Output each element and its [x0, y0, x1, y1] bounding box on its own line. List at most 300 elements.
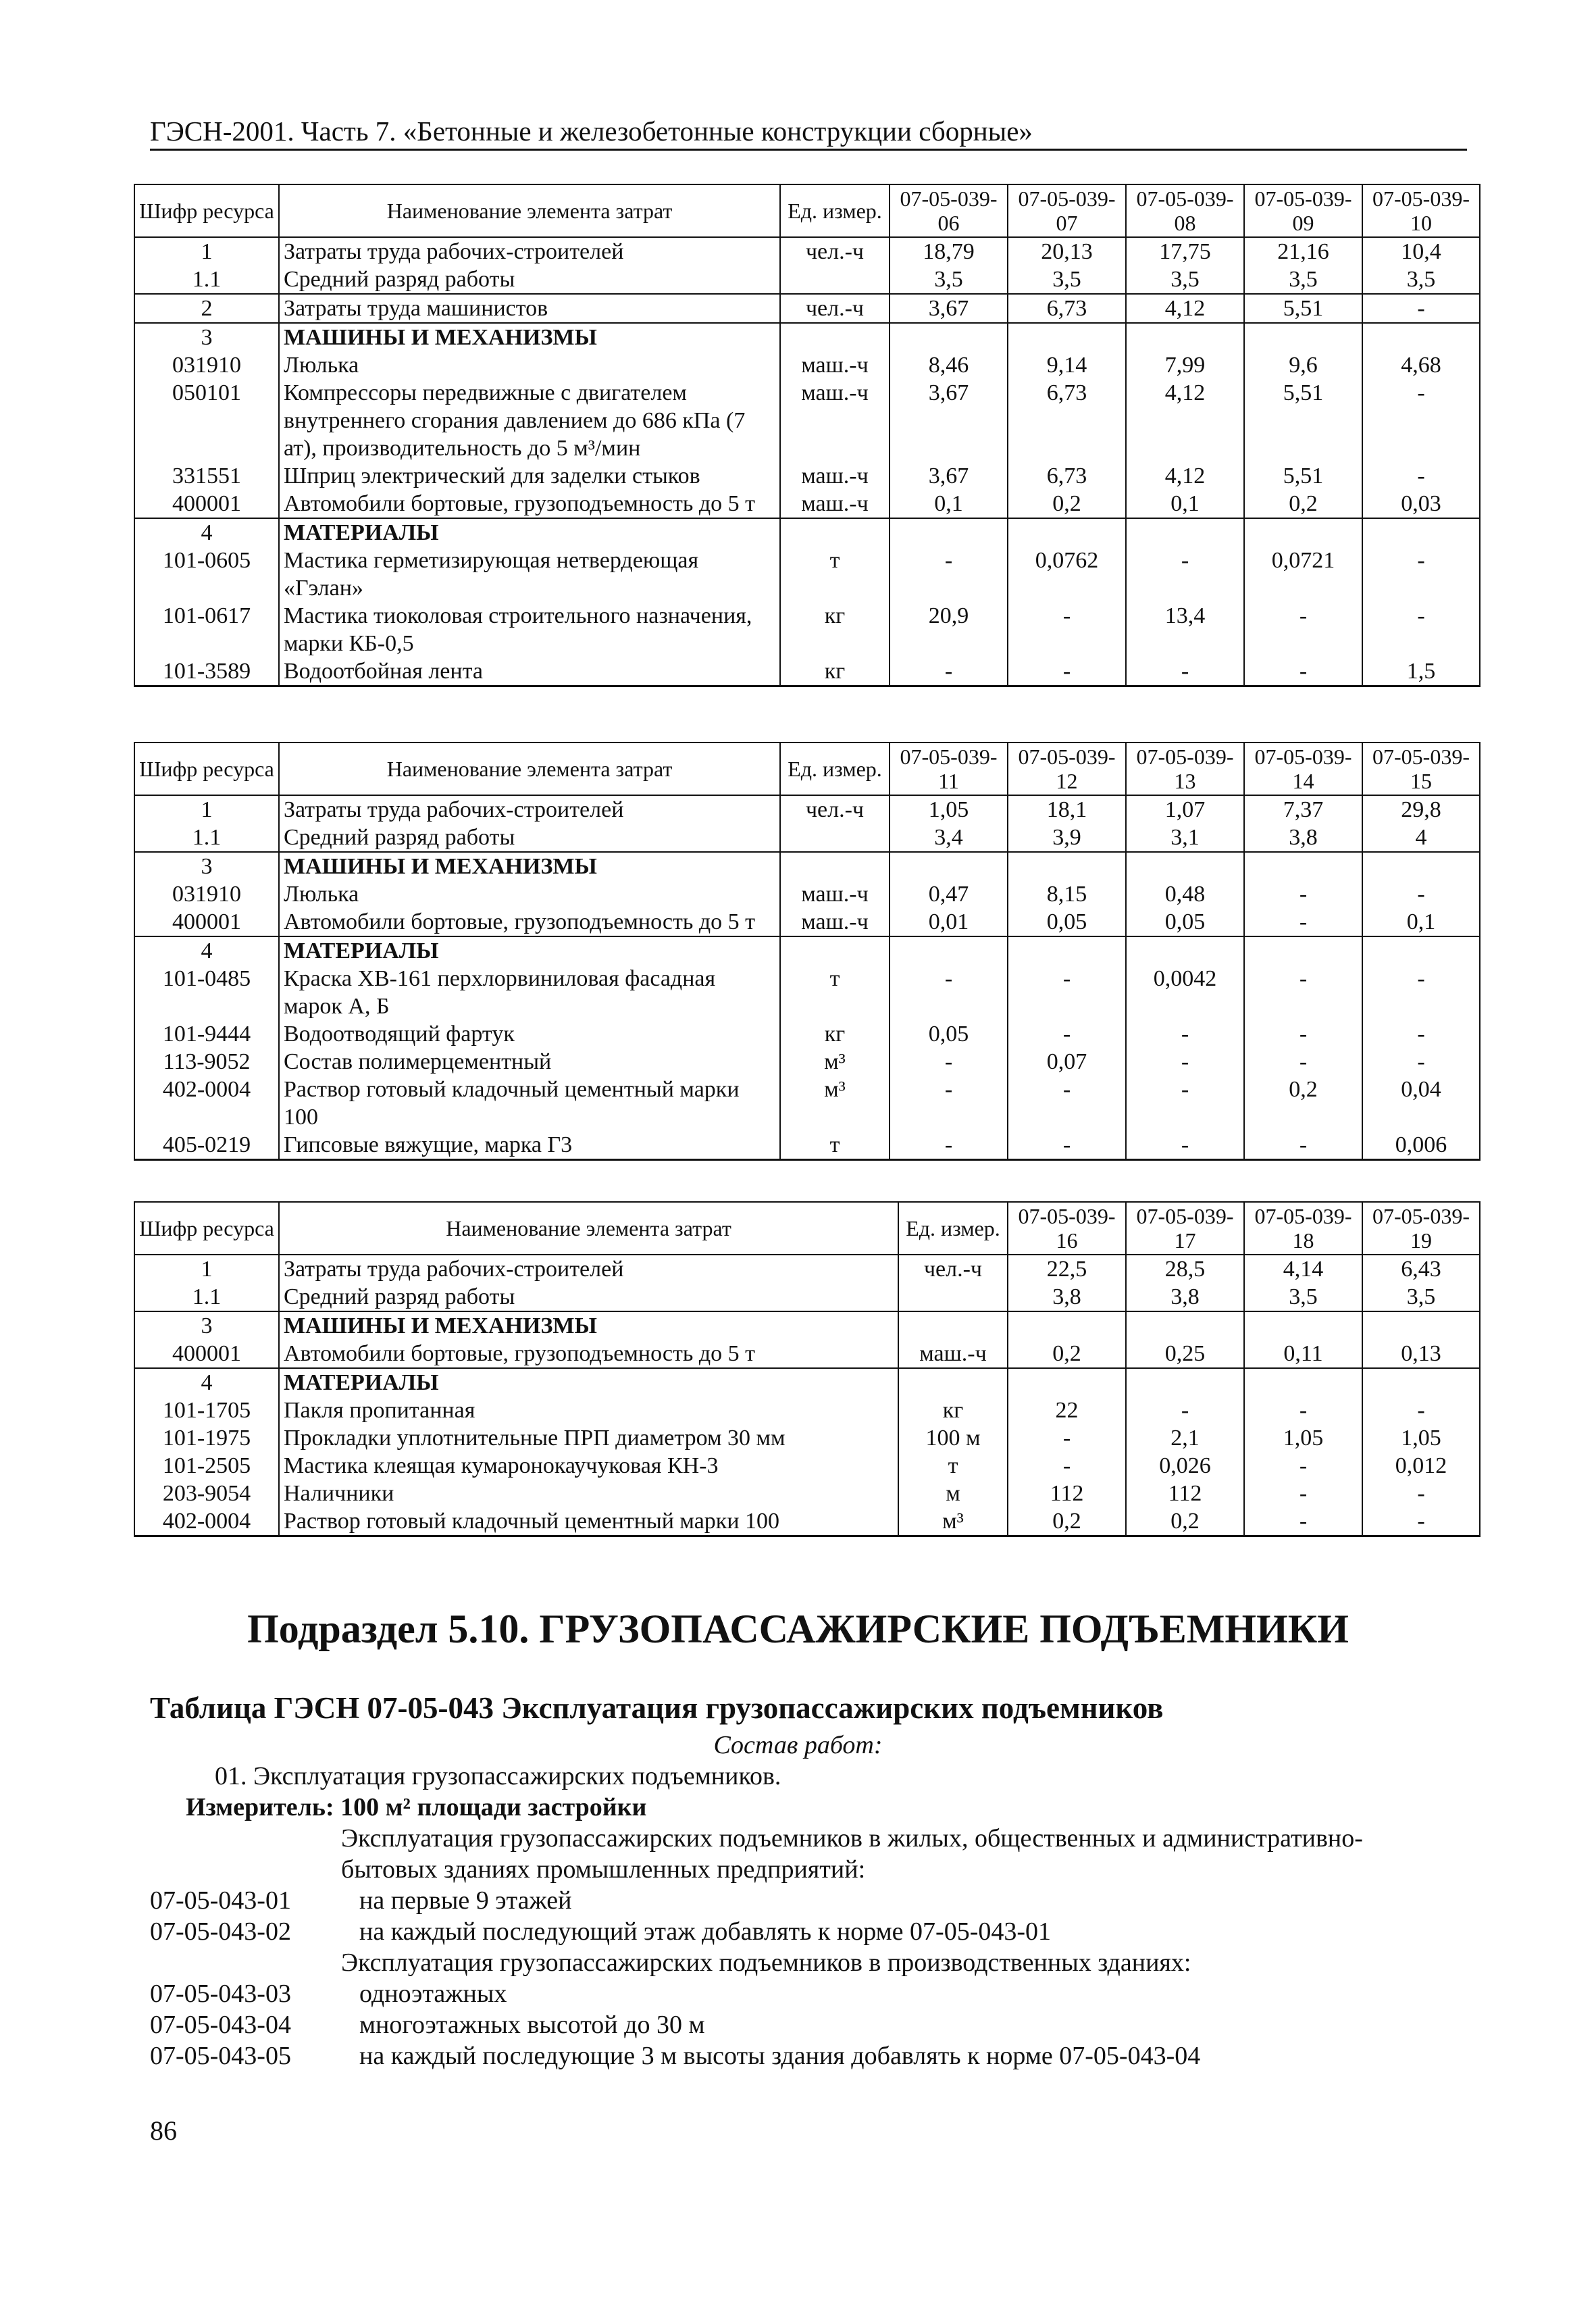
unit-cell: чел.-ч	[780, 294, 890, 323]
value-cell: 1,05	[890, 795, 1008, 824]
value-cell: -	[1126, 1076, 1244, 1131]
resource-name: Средний разряд работы	[279, 824, 780, 852]
section-heading: МАТЕРИАЛЫ	[279, 1368, 898, 1397]
value-cell: -	[1008, 1131, 1126, 1160]
resource-name: Мастика тиоколовая строительного назначения, марки КБ-0,5	[279, 602, 780, 657]
value-cell: -	[1244, 1048, 1362, 1076]
resource-code: 1	[134, 795, 279, 824]
table-row	[134, 1076, 1480, 1131]
value-cell: 1,07	[1126, 795, 1244, 824]
resource-name: Водоотводящий фартук	[279, 1020, 780, 1048]
table-row	[134, 1340, 1480, 1368]
column-header-norm: 07-05-039-15	[1362, 743, 1480, 795]
unit-cell: маш.-ч	[780, 880, 890, 908]
value-cell: 5,51	[1244, 294, 1362, 323]
resource-code: 3	[134, 323, 279, 351]
value-cell	[1244, 323, 1362, 351]
value-cell: 8,46	[890, 351, 1008, 379]
value-cell	[1362, 518, 1480, 547]
value-cell	[1126, 518, 1244, 547]
unit-cell: т	[898, 1452, 1008, 1480]
unit-cell: кг	[780, 602, 890, 657]
resource-name: Средний разряд работы	[279, 1283, 898, 1311]
table-row	[134, 880, 1480, 908]
resource-code: 101-1705	[134, 1397, 279, 1424]
resource-name: Затраты труда рабочих-строителей	[279, 795, 780, 824]
unit-cell: м³	[898, 1507, 1008, 1536]
value-cell: 20,9	[890, 602, 1008, 657]
table-row	[134, 1424, 1480, 1452]
resource-code: 1.1	[134, 824, 279, 852]
value-cell: 0,25	[1126, 1340, 1244, 1368]
value-cell: 4,12	[1126, 462, 1244, 490]
column-header-norm: 07-05-039-08	[1126, 184, 1244, 237]
value-cell: -	[1126, 1048, 1244, 1076]
intro-residential-line1: Эксплуатация грузопассажирских подъемников в жилых, общественных и административно-	[341, 1824, 1363, 1853]
table-row	[134, 237, 1480, 266]
table-row	[134, 1311, 1480, 1340]
resource-code: 402-0004	[134, 1076, 279, 1131]
table-row	[134, 462, 1480, 490]
unit-cell	[780, 852, 890, 880]
value-cell: 6,73	[1008, 379, 1126, 462]
value-cell: 3,67	[890, 462, 1008, 490]
resource-name: Мастика клеящая кумаронокаучуковая КН-3	[279, 1452, 898, 1480]
value-cell: 3,8	[1008, 1283, 1126, 1311]
column-header-norm: 07-05-039-07	[1008, 184, 1126, 237]
value-cell	[1008, 936, 1126, 965]
unit-cell: т	[780, 1131, 890, 1160]
value-cell: 112	[1126, 1480, 1244, 1507]
value-cell: 0,05	[890, 1020, 1008, 1048]
value-cell: 6,43	[1362, 1255, 1480, 1283]
value-cell: 4,68	[1362, 351, 1480, 379]
value-cell: -	[1362, 1020, 1480, 1048]
value-cell: 0,0721	[1244, 547, 1362, 602]
value-cell: 0,1	[1362, 908, 1480, 936]
resource-name: Водоотбойная лента	[279, 657, 780, 686]
intro-residential-line2: бытовых зданиях промышленных предприятий:	[341, 1855, 866, 1884]
value-cell: 4,12	[1126, 379, 1244, 462]
running-header: ГЭСН-2001. Часть 7. «Бетонные и железобетонные конструкции сборные»	[150, 116, 1033, 147]
norms-table-039-11-15	[134, 742, 1481, 1161]
value-cell: 18,79	[890, 237, 1008, 266]
table-row	[134, 294, 1480, 323]
value-cell: 0,11	[1244, 1340, 1362, 1368]
unit-cell: м³	[780, 1048, 890, 1076]
resource-code: 331551	[134, 462, 279, 490]
value-cell: -	[1244, 880, 1362, 908]
table-title: Таблица ГЭСН 07-05-043 Эксплуатация грузопассажирских подъемников	[150, 1691, 1164, 1725]
norm-code: 07-05-043-02	[150, 1917, 291, 1946]
resource-name: Краска ХВ-161 перхлорвиниловая фасадная марок А, Б	[279, 965, 780, 1020]
value-cell: -	[1362, 462, 1480, 490]
value-cell: -	[1362, 965, 1480, 1020]
column-header-unit: Ед. измер.	[898, 1202, 1008, 1255]
value-cell: 4,14	[1244, 1255, 1362, 1283]
value-cell: 0,2	[1008, 490, 1126, 518]
value-cell: -	[1008, 1076, 1126, 1131]
unit-cell: чел.-ч	[780, 237, 890, 266]
resource-code: 101-0605	[134, 547, 279, 602]
value-cell: 0,05	[1126, 908, 1244, 936]
value-cell: -	[1362, 1397, 1480, 1424]
value-cell: -	[1362, 880, 1480, 908]
unit-cell: чел.-ч	[780, 795, 890, 824]
unit-cell: маш.-ч	[780, 490, 890, 518]
value-cell: 3,5	[1362, 1283, 1480, 1311]
unit-cell	[898, 1311, 1008, 1340]
resource-name: Затраты труда машинистов	[279, 294, 780, 323]
value-cell: 13,4	[1126, 602, 1244, 657]
table-row	[134, 379, 1480, 462]
unit-cell: т	[780, 965, 890, 1020]
unit-cell: кг	[780, 657, 890, 686]
value-cell: -	[890, 547, 1008, 602]
unit-cell	[898, 1283, 1008, 1311]
value-cell: 1,05	[1362, 1424, 1480, 1452]
value-cell: 20,13	[1008, 237, 1126, 266]
table-row	[134, 323, 1480, 351]
value-cell: 1,5	[1362, 657, 1480, 686]
value-cell: 3,5	[1126, 266, 1244, 294]
value-cell: 3,4	[890, 824, 1008, 852]
value-cell: 0,47	[890, 880, 1008, 908]
value-cell: -	[1244, 1020, 1362, 1048]
resource-code: 3	[134, 852, 279, 880]
column-header-norm: 07-05-039-12	[1008, 743, 1126, 795]
section-heading: МАШИНЫ И МЕХАНИЗМЫ	[279, 852, 780, 880]
value-cell: -	[1008, 1452, 1126, 1480]
value-cell: -	[1244, 1480, 1362, 1507]
value-cell: -	[1244, 1131, 1362, 1160]
table-row	[134, 908, 1480, 936]
table-row	[134, 602, 1480, 657]
section-heading: МАШИНЫ И МЕХАНИЗМЫ	[279, 323, 780, 351]
table-row	[134, 1507, 1480, 1536]
value-cell: 3,8	[1244, 824, 1362, 852]
section-title: Подраздел 5.10. ГРУЗОПАССАЖИРСКИЕ ПОДЪЕМНИКИ	[247, 1607, 1349, 1651]
resource-code: 031910	[134, 880, 279, 908]
column-header-code: Шифр ресурса	[134, 1202, 279, 1255]
value-cell: -	[1244, 602, 1362, 657]
resource-code: 4	[134, 936, 279, 965]
column-header-norm: 07-05-039-13	[1126, 743, 1244, 795]
value-cell: -	[1244, 1397, 1362, 1424]
value-cell: 29,8	[1362, 795, 1480, 824]
norms-table-039-16-19	[134, 1201, 1481, 1537]
value-cell: -	[1008, 965, 1126, 1020]
value-cell	[1362, 852, 1480, 880]
resource-code: 3	[134, 1311, 279, 1340]
resource-code: 400001	[134, 490, 279, 518]
resource-code: 101-3589	[134, 657, 279, 686]
resource-code: 113-9052	[134, 1048, 279, 1076]
resource-code: 1	[134, 1255, 279, 1283]
value-cell: -	[1244, 657, 1362, 686]
column-header-norm: 07-05-039-19	[1362, 1202, 1480, 1255]
column-header-norm: 07-05-039-06	[890, 184, 1008, 237]
table-row	[134, 824, 1480, 852]
resource-name: Автомобили бортовые, грузоподъемность до 5 т	[279, 908, 780, 936]
value-cell	[1126, 936, 1244, 965]
value-cell: 6,73	[1008, 294, 1126, 323]
value-cell: 0,2	[1244, 490, 1362, 518]
table-row	[134, 518, 1480, 547]
resource-name: Шприц электрический для заделки стыков	[279, 462, 780, 490]
value-cell	[1362, 936, 1480, 965]
table-row	[134, 490, 1480, 518]
value-cell	[1244, 1368, 1362, 1397]
header-row	[134, 743, 1480, 795]
value-cell: -	[1362, 294, 1480, 323]
value-cell: 3,5	[890, 266, 1008, 294]
value-cell: 22	[1008, 1397, 1126, 1424]
column-header-name: Наименование элемента затрат	[279, 743, 780, 795]
value-cell: 0,0762	[1008, 547, 1126, 602]
header-row	[134, 1202, 1480, 1255]
unit-cell	[780, 518, 890, 547]
unit-cell: чел.-ч	[898, 1255, 1008, 1283]
value-cell: -	[1362, 602, 1480, 657]
resource-code: 405-0219	[134, 1131, 279, 1160]
norm-code: 07-05-043-01	[150, 1886, 291, 1915]
table-row	[134, 1255, 1480, 1283]
resource-name: Гипсовые вяжущие, марка Г3	[279, 1131, 780, 1160]
value-cell: -	[1008, 657, 1126, 686]
unit-cell: т	[780, 547, 890, 602]
unit-cell	[898, 1368, 1008, 1397]
resource-name: Прокладки уплотнительные ПРП диаметром 30 мм	[279, 1424, 898, 1452]
resource-code: 2	[134, 294, 279, 323]
value-cell: 22,5	[1008, 1255, 1126, 1283]
value-cell: -	[1362, 1048, 1480, 1076]
section-heading: МАТЕРИАЛЫ	[279, 936, 780, 965]
table-row	[134, 1020, 1480, 1048]
value-cell: 28,5	[1126, 1255, 1244, 1283]
value-cell: -	[1126, 1397, 1244, 1424]
value-cell: -	[1126, 657, 1244, 686]
value-cell: 3,67	[890, 294, 1008, 323]
table-row	[134, 351, 1480, 379]
value-cell: -	[890, 1131, 1008, 1160]
table-row	[134, 1131, 1480, 1160]
value-cell	[890, 323, 1008, 351]
value-cell: 5,51	[1244, 462, 1362, 490]
resource-code: 1.1	[134, 266, 279, 294]
work-item: 01. Эксплуатация грузопассажирских подъемников.	[215, 1762, 781, 1790]
unit-cell	[780, 824, 890, 852]
resource-name: Компрессоры передвижные с двигателем внутреннего сгорания давлением до 686 кПа (7 ат), производительность до 5 м³/мин	[279, 379, 780, 462]
value-cell: -	[1126, 1131, 1244, 1160]
value-cell	[1126, 1311, 1244, 1340]
value-cell	[1362, 1311, 1480, 1340]
value-cell	[1362, 1368, 1480, 1397]
norm-code: 07-05-043-04	[150, 2011, 291, 2039]
resource-code: 1.1	[134, 1283, 279, 1311]
value-cell	[1244, 936, 1362, 965]
value-cell: 9,6	[1244, 351, 1362, 379]
value-cell: -	[890, 1076, 1008, 1131]
column-header-norm: 07-05-039-10	[1362, 184, 1480, 237]
column-header-unit: Ед. измер.	[780, 743, 890, 795]
value-cell	[890, 518, 1008, 547]
table-row	[134, 547, 1480, 602]
value-cell: 0,05	[1008, 908, 1126, 936]
value-cell: 7,37	[1244, 795, 1362, 824]
value-cell: 0,2	[1126, 1507, 1244, 1536]
value-cell: 6,73	[1008, 462, 1126, 490]
unit-cell	[780, 266, 890, 294]
page-number: 86	[150, 2115, 177, 2146]
value-cell	[1244, 518, 1362, 547]
resource-code: 101-0617	[134, 602, 279, 657]
table-row	[134, 1397, 1480, 1424]
value-cell: 0,006	[1362, 1131, 1480, 1160]
value-cell: -	[1126, 1020, 1244, 1048]
resource-name: Мастика герметизирующая нетвердеющая «Гэлан»	[279, 547, 780, 602]
table-row	[134, 1368, 1480, 1397]
value-cell: -	[1008, 1424, 1126, 1452]
value-cell: 0,04	[1362, 1076, 1480, 1131]
value-cell: 3,1	[1126, 824, 1244, 852]
unit-cell: 100 м	[898, 1424, 1008, 1452]
value-cell: 1,05	[1244, 1424, 1362, 1452]
unit-cell: м	[898, 1480, 1008, 1507]
value-cell: 3,9	[1008, 824, 1126, 852]
norm-text: на каждый последующий этаж добавлять к норме 07-05-043-01	[359, 1917, 1051, 1946]
value-cell: 0,012	[1362, 1452, 1480, 1480]
value-cell: -	[890, 657, 1008, 686]
value-cell: 3,5	[1244, 1283, 1362, 1311]
value-cell	[1126, 852, 1244, 880]
value-cell: 9,14	[1008, 351, 1126, 379]
resource-name: Раствор готовый кладочный цементный марки 100	[279, 1507, 898, 1536]
value-cell: 21,16	[1244, 237, 1362, 266]
value-cell: 0,03	[1362, 490, 1480, 518]
column-header-norm: 07-05-039-14	[1244, 743, 1362, 795]
value-cell: 3,67	[890, 379, 1008, 462]
column-header-name: Наименование элемента затрат	[279, 1202, 898, 1255]
table-row	[134, 965, 1480, 1020]
value-cell: -	[1126, 547, 1244, 602]
value-cell: -	[890, 1048, 1008, 1076]
value-cell	[1008, 1368, 1126, 1397]
unit-cell: кг	[898, 1397, 1008, 1424]
unit-cell: маш.-ч	[780, 908, 890, 936]
resource-code: 101-0485	[134, 965, 279, 1020]
resource-code: 050101	[134, 379, 279, 462]
value-cell: 0,2	[1008, 1507, 1126, 1536]
resource-code: 101-2505	[134, 1452, 279, 1480]
value-cell: 0,0042	[1126, 965, 1244, 1020]
value-cell: 112	[1008, 1480, 1126, 1507]
table-row	[134, 1048, 1480, 1076]
norm-code: 07-05-043-05	[150, 2042, 291, 2070]
resource-name: Автомобили бортовые, грузоподъемность до 5 т	[279, 1340, 898, 1368]
resource-name: Пакля пропитанная	[279, 1397, 898, 1424]
value-cell: -	[1008, 602, 1126, 657]
value-cell: 3,8	[1126, 1283, 1244, 1311]
column-header-unit: Ед. измер.	[780, 184, 890, 237]
column-header-norm: 07-05-039-18	[1244, 1202, 1362, 1255]
norm-code: 07-05-043-03	[150, 1980, 291, 2008]
unit-cell: маш.-ч	[898, 1340, 1008, 1368]
value-cell: 0,48	[1126, 880, 1244, 908]
resource-name: Затраты труда рабочих-строителей	[279, 1255, 898, 1283]
value-cell: 0,07	[1008, 1048, 1126, 1076]
value-cell: 0,026	[1126, 1452, 1244, 1480]
value-cell	[890, 852, 1008, 880]
norm-text: на каждый последующие 3 м высоты здания добавлять к норме 07-05-043-04	[359, 2042, 1201, 2070]
table-row	[134, 657, 1480, 686]
resource-code: 101-9444	[134, 1020, 279, 1048]
column-header-norm: 07-05-039-09	[1244, 184, 1362, 237]
header-rule	[150, 149, 1467, 151]
value-cell: 0,1	[890, 490, 1008, 518]
value-cell	[1244, 852, 1362, 880]
unit-cell: м³	[780, 1076, 890, 1131]
value-cell	[1008, 323, 1126, 351]
value-cell: 0,2	[1244, 1076, 1362, 1131]
resource-code: 4	[134, 518, 279, 547]
table-row	[134, 266, 1480, 294]
resource-name: Затраты труда рабочих-строителей	[279, 237, 780, 266]
value-cell: 2,1	[1126, 1424, 1244, 1452]
measurement-unit: Измеритель: 100 м² площади застройки	[186, 1793, 647, 1821]
norm-text: многоэтажных высотой до 30 м	[359, 2011, 705, 2039]
table-row	[134, 852, 1480, 880]
resource-name: Раствор готовый кладочный цементный марки 100	[279, 1076, 780, 1131]
column-header-norm: 07-05-039-16	[1008, 1202, 1126, 1255]
resource-name: Состав полимерцементный	[279, 1048, 780, 1076]
value-cell	[1362, 323, 1480, 351]
resource-name: Люлька	[279, 351, 780, 379]
resource-code: 4	[134, 1368, 279, 1397]
norms-table-039-06-10	[134, 184, 1481, 687]
value-cell: 0,01	[890, 908, 1008, 936]
value-cell: -	[1244, 1452, 1362, 1480]
resource-code: 031910	[134, 351, 279, 379]
value-cell: -	[1362, 1507, 1480, 1536]
value-cell: 0,1	[1126, 490, 1244, 518]
resource-code: 203-9054	[134, 1480, 279, 1507]
value-cell: 10,4	[1362, 237, 1480, 266]
value-cell: -	[1008, 1020, 1126, 1048]
value-cell	[890, 936, 1008, 965]
value-cell: 3,5	[1362, 266, 1480, 294]
intro-industrial: Эксплуатация грузопассажирских подъемников в производственных зданиях:	[341, 1948, 1191, 1977]
value-cell	[1244, 1311, 1362, 1340]
column-header-name: Наименование элемента затрат	[279, 184, 780, 237]
value-cell	[1008, 852, 1126, 880]
value-cell	[1008, 518, 1126, 547]
value-cell: 18,1	[1008, 795, 1126, 824]
value-cell: 0,13	[1362, 1340, 1480, 1368]
value-cell	[1126, 1368, 1244, 1397]
value-cell	[1126, 323, 1244, 351]
column-header-code: Шифр ресурса	[134, 743, 279, 795]
resource-code: 400001	[134, 1340, 279, 1368]
unit-cell	[780, 323, 890, 351]
resource-name: Люлька	[279, 880, 780, 908]
value-cell: 8,15	[1008, 880, 1126, 908]
unit-cell	[780, 936, 890, 965]
value-cell: -	[1362, 547, 1480, 602]
table-row	[134, 795, 1480, 824]
unit-cell: кг	[780, 1020, 890, 1048]
column-header-norm: 07-05-039-11	[890, 743, 1008, 795]
